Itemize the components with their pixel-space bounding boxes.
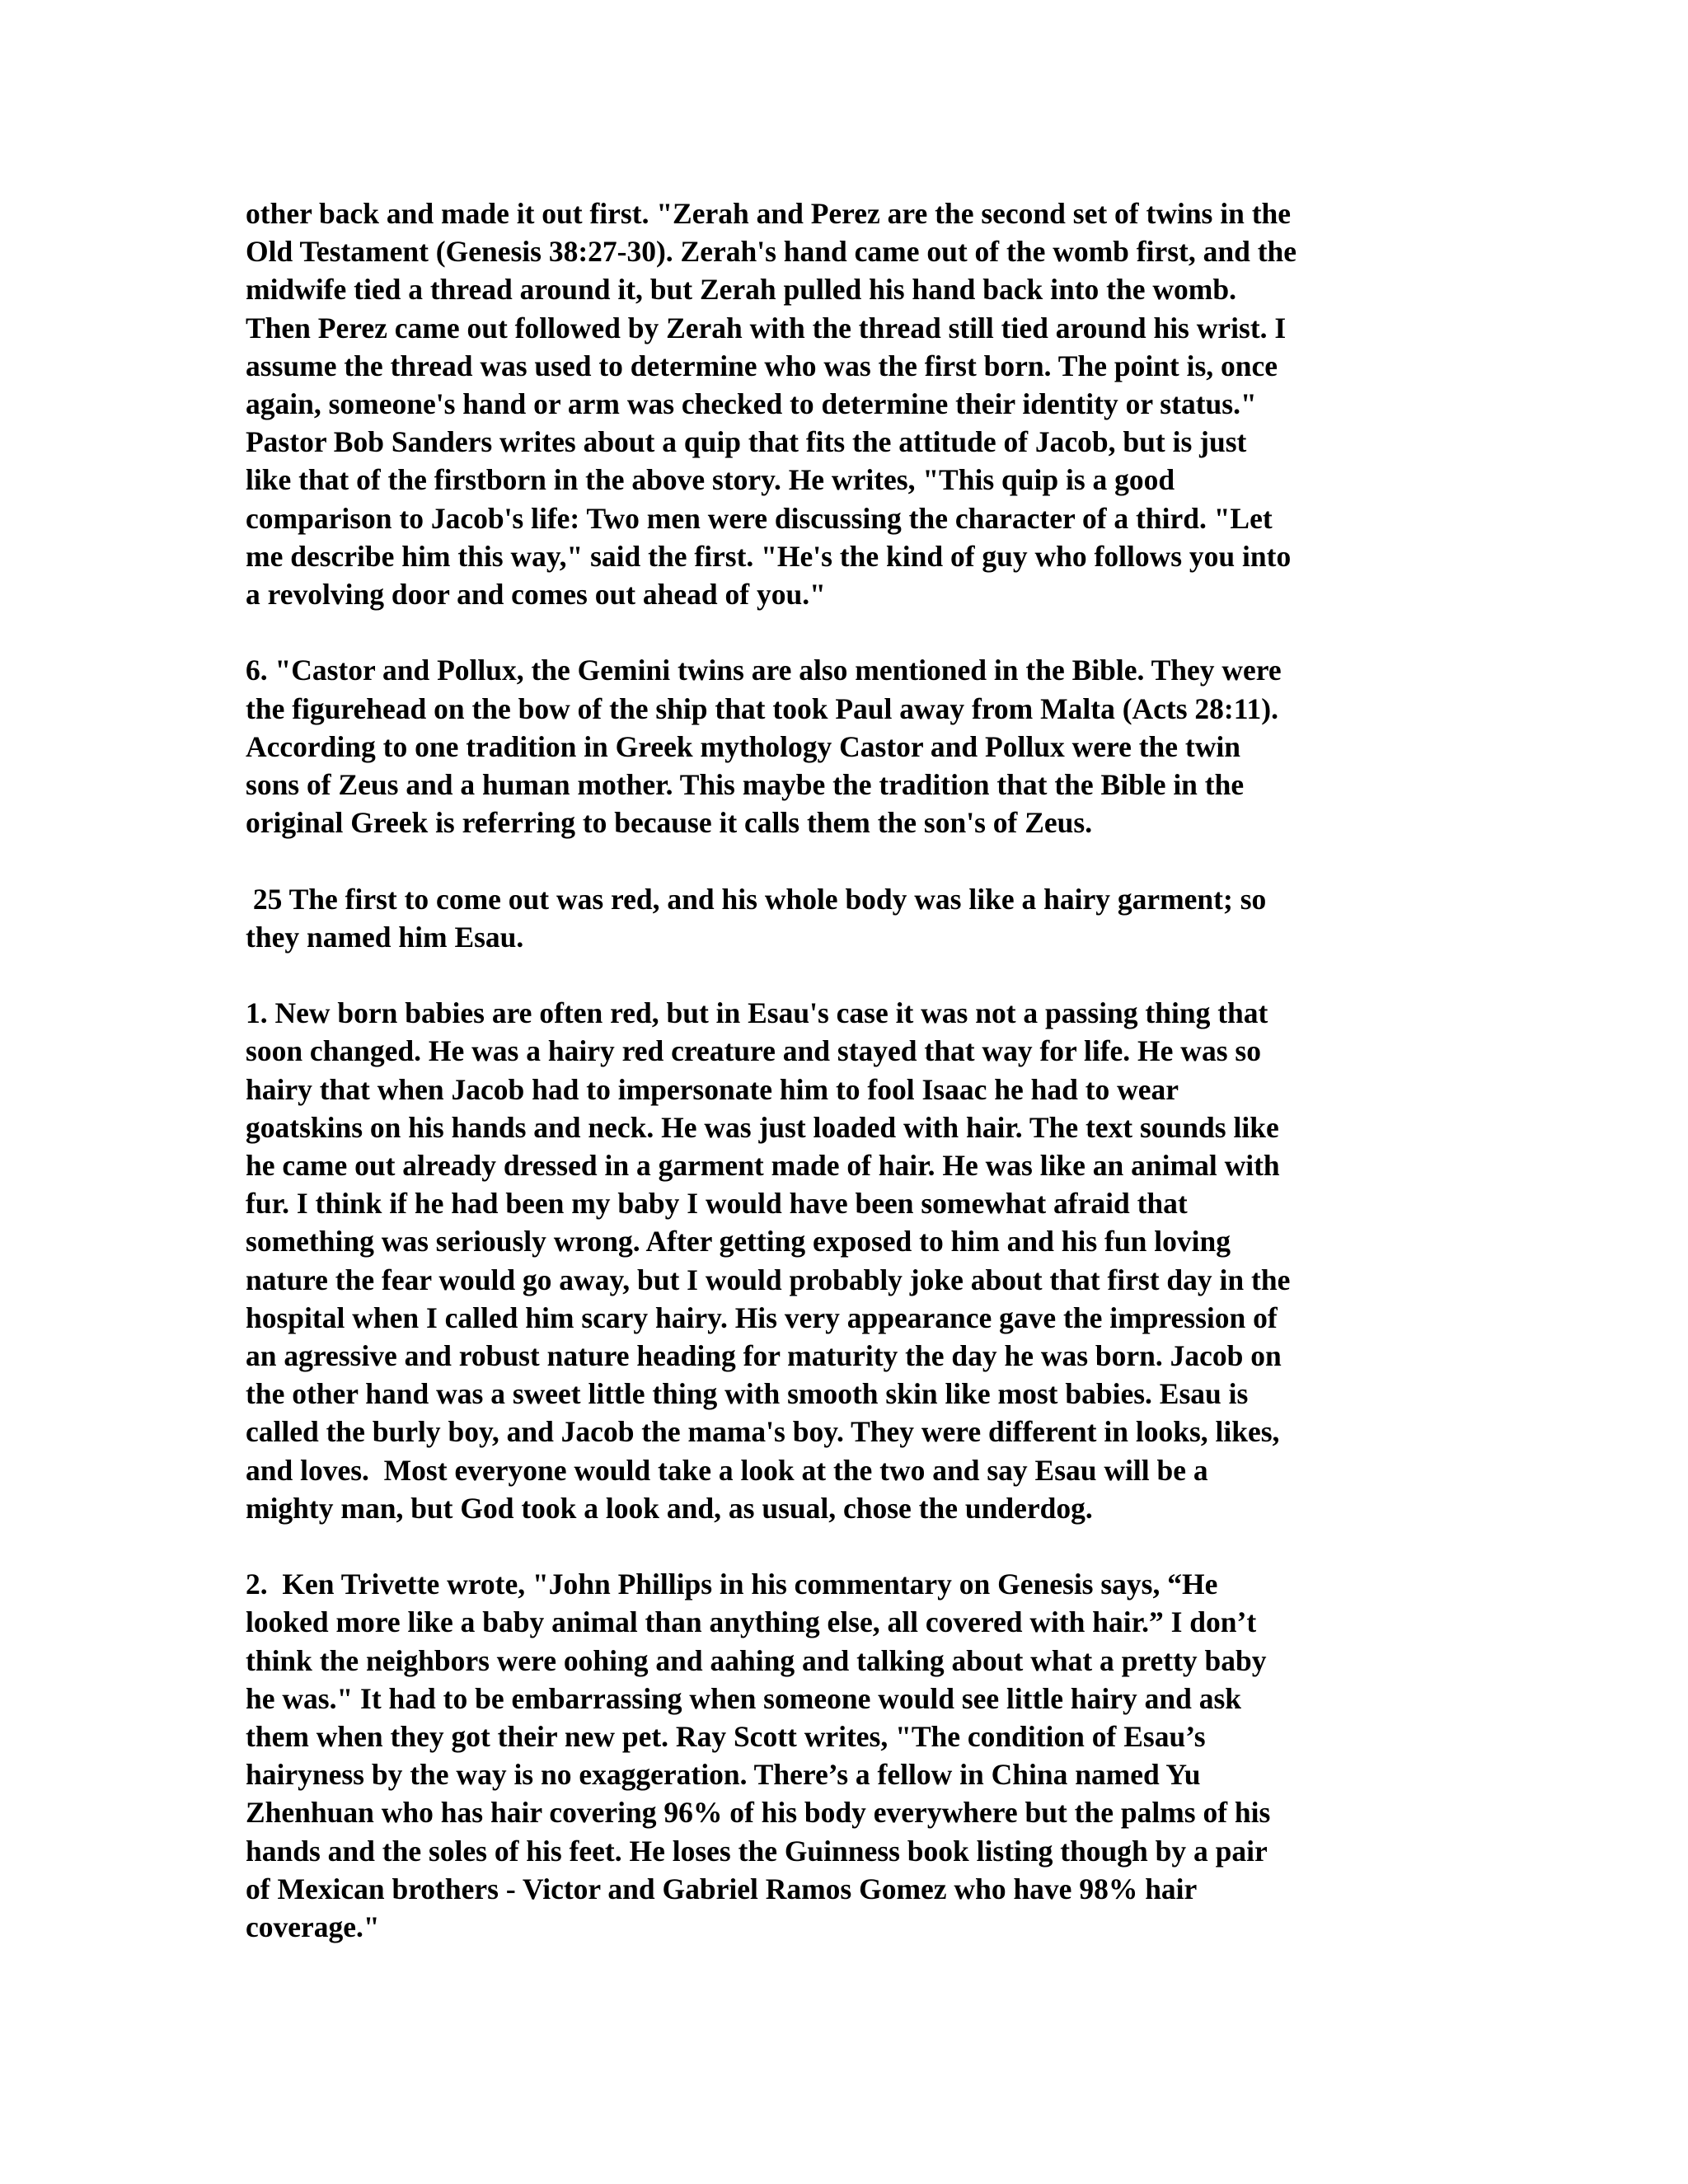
paragraph-castor-pollux: 6. "Castor and Pollux, the Gemini twins are also mentioned in the Bible. They were the figurehead on the bow of the ship that took Paul away from Malta (Acts 28:11). According to one tradition in Greek mythology Castor and Pollux were the twin sons of Zeus and a human mother. This maybe the tradition that the Bible in the original Greek is referring to because it calls them the son's of Zeus.	[246, 654, 1282, 840]
paragraph-point-1: 1. New born babies are often red, but in Esau's case it was not a passing thing that soon changed. He was a hairy red creature and stayed that way for life. He was so hairy that when Jacob had to impersonate him to fool Isaac he had to wear goatskins on his hands and neck. He was just loaded with hair. The text sounds like he came out already dressed in a garment made of hair. He was like an animal with fur. I think if he had been my baby I would have been somewhat afraid that something was seriously wrong. After getting exposed to him and his fun loving nature the fear would go away, but I would probably joke about that first day in the hospital when I called him scary hairy. His very appearance gave the impression of an agressive and robust nature heading for maturity the day he was born. Jacob on the other hand was a sweet little thing with smooth skin like most babies. Esau is called the burly boy, and Jacob the mama's boy. They were different in looks, likes, and loves. Most everyone would take a look at the two and say Esau will be a mighty man, but God took a look and, as usual, chose the underdog.	[246, 996, 1291, 1525]
paragraph-verse-25: 25 The first to come out was red, and his whole body was like a hairy garment; so they named him Esau.	[246, 882, 1267, 954]
document-page	[246, 194, 1465, 1946]
paragraph-zerah-perez: other back and made it out first. "Zerah and Perez are the second set of twins in the Old Testament (Genesis 38:27-30). Zerah's hand came out of the womb first, and the midwife tied a thread around it, but Zerah pulled his hand back into the womb. Then Perez came out followed by Zerah with the thread still tied around his wrist. I assume the thread was used to determine who was the first born. The point is, once again, someone's hand or arm was checked to determine their identity or status." Pastor Bob Sanders writes about a quip that fits the attitude of Jacob, but is just like that of the firstborn in the above story. He writes, "This quip is a good comparison to Jacob's life: Two men were discussing the character of a third. "Let me describe him this way," said the first. "He's the kind of guy who follows you into a revolving door and comes out ahead of you."	[246, 197, 1297, 612]
paragraph-point-2: 2. Ken Trivette wrote, "John Phillips in his commentary on Genesis says, “He looked more like a baby animal than anything else, all covered with hair.” I don’t think the neighbors were oohing and aahing and talking about what a pretty baby he was." It had to be embarrassing when someone would see little hairy and ask them when they got their new pet. Ray Scott writes, "The condition of Esau’s hairyness by the way is no exaggeration. There’s a fellow in China named Yu Zhenhuan who has hair covering 96% of his body everywhere but the palms of his hands and the soles of his feet. He loses the Guinness book listing though by a pair of Mexican brothers - Victor and Gabriel Ramos Gomez who have 98% hair coverage."	[246, 1568, 1271, 1944]
